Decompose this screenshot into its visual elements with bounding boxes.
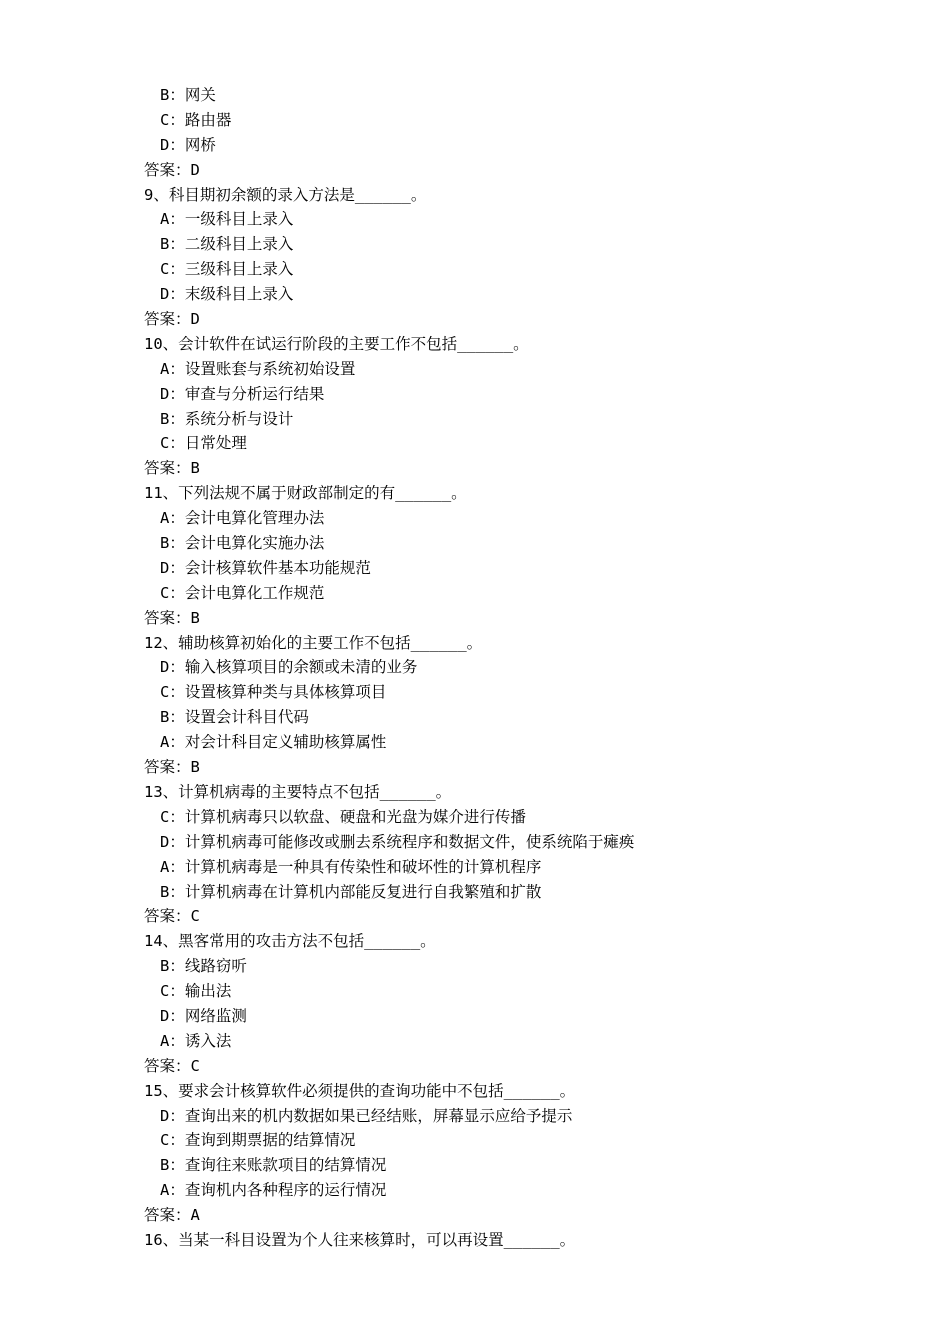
- answer-line: 答案：C: [144, 1056, 200, 1075]
- option-line: D：审查与分析运行结果: [160, 384, 325, 403]
- answer-line: 答案：C: [144, 907, 200, 926]
- option-line: B：计算机病毒在计算机内部能反复进行自我繁殖和扩散: [160, 882, 542, 901]
- option-line: C：输出法: [160, 982, 232, 1001]
- option-line: C：查询到期票据的结算情况: [160, 1131, 356, 1150]
- option-line: B：设置会计科目代码: [160, 708, 309, 727]
- answer-line: 答案：B: [144, 608, 200, 627]
- option-line: C：路由器: [160, 110, 232, 129]
- document-page: [0, 83, 950, 1253]
- option-line: B：查询往来账款项目的结算情况: [160, 1156, 387, 1175]
- option-line: D：查询出来的机内数据如果已经结账，屏幕显示应给予提示: [160, 1106, 573, 1125]
- option-line: C：会计电算化工作规范: [160, 583, 325, 602]
- option-line: C：日常处理: [160, 434, 247, 453]
- question-line: 15、要求会计核算软件必须提供的查询功能中不包括______。: [144, 1081, 576, 1100]
- option-line: B：二级科目上录入: [160, 235, 294, 254]
- option-line: D：网桥: [160, 135, 216, 154]
- option-line: C：三级科目上录入: [160, 260, 294, 279]
- question-line: 16、当某一科目设置为个人往来核算时，可以再设置______。: [144, 1230, 576, 1249]
- answer-line: 答案：B: [144, 758, 200, 777]
- option-line: A：一级科目上录入: [160, 210, 294, 229]
- question-line: 9、科目期初余额的录入方法是______。: [144, 185, 427, 204]
- option-line: A：设置账套与系统初始设置: [160, 359, 356, 378]
- option-line: C：计算机病毒只以软盘、硬盘和光盘为媒介进行传播: [160, 807, 526, 826]
- option-line: B：线路窃听: [160, 957, 247, 976]
- question-line: 11、下列法规不属于财政部制定的有______。: [144, 484, 467, 503]
- answer-line: 答案：B: [144, 459, 200, 478]
- answer-line: 答案：D: [144, 310, 200, 329]
- option-line: C：设置核算种类与具体核算项目: [160, 683, 387, 702]
- question-line: 12、辅助核算初始化的主要工作不包括______。: [144, 633, 483, 652]
- option-line: A：诱入法: [160, 1031, 232, 1050]
- option-line: A：计算机病毒是一种具有传染性和破坏性的计算机程序: [160, 857, 542, 876]
- question-line: 14、黑客常用的攻击方法不包括______。: [144, 932, 436, 951]
- answer-line: 答案：A: [144, 1206, 200, 1225]
- answer-line: 答案：D: [144, 160, 200, 179]
- question-line: 10、会计软件在试运行阶段的主要工作不包括______。: [144, 334, 529, 353]
- option-line: A：对会计科目定义辅助核算属性: [160, 733, 387, 752]
- option-line: B：系统分析与设计: [160, 409, 294, 428]
- option-line: B：网关: [160, 86, 216, 104]
- option-line: D：末级科目上录入: [160, 285, 294, 304]
- option-line: D：网络监测: [160, 1006, 247, 1025]
- option-line: B：会计电算化实施办法: [160, 534, 325, 553]
- option-line: A：查询机内各种程序的运行情况: [160, 1181, 387, 1200]
- option-line: D：输入核算项目的余额或未清的业务: [160, 658, 418, 677]
- option-line: D：会计核算软件基本功能规范: [160, 558, 371, 577]
- option-line: D：计算机病毒可能修改或删去系统程序和数据文件，使系统陷于瘫痪: [160, 832, 635, 851]
- question-line: 13、计算机病毒的主要特点不包括______。: [144, 782, 452, 801]
- option-line: A：会计电算化管理办法: [160, 509, 325, 528]
